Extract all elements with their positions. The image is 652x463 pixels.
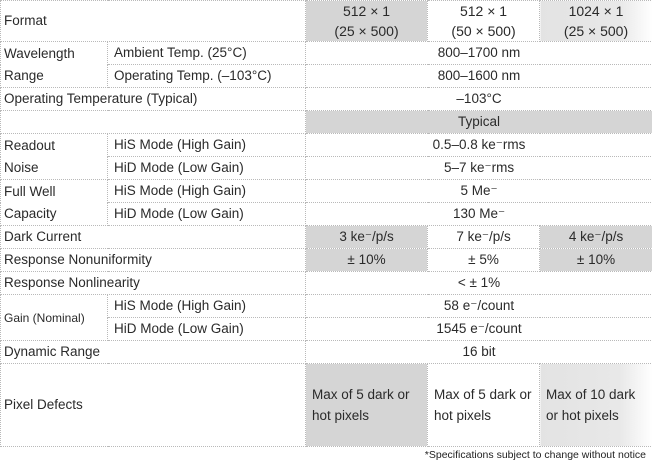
dynamic-range-label: Dynamic Range bbox=[1, 341, 306, 364]
format-col-2-line1: 512 × 1 bbox=[459, 3, 508, 19]
response-nonuniformity-value-2: ± 5% bbox=[428, 249, 540, 272]
readout-noise-label bbox=[1, 134, 108, 180]
dark-current-value-3: 4 ke⁻/p/s bbox=[540, 226, 652, 249]
typical-header-blank bbox=[1, 111, 306, 134]
response-nonlinearity-label: Response Nonlinearity bbox=[1, 272, 306, 295]
wavelength-ambient-row bbox=[1, 42, 652, 65]
format-col-2 bbox=[428, 1, 540, 42]
readout-noise-label-line1: Readout bbox=[4, 137, 56, 153]
dark-current-value-1: 3 ke⁻/p/s bbox=[306, 226, 428, 249]
format-col-1-line1: 512 × 1 bbox=[342, 3, 391, 19]
full-well-his-label: HiS Mode (High Gain) bbox=[108, 180, 306, 203]
gain-hid-value: 1545 e⁻/count bbox=[306, 318, 652, 341]
operating-temp-value: 800–1600 nm bbox=[306, 65, 652, 88]
readout-his-value: 0.5–0.8 ke⁻rms bbox=[306, 134, 652, 157]
operating-temp-label: Operating Temp. (–103°C) bbox=[108, 65, 306, 88]
response-nonuniformity-value-3: ± 10% bbox=[540, 249, 652, 272]
wavelength-label bbox=[1, 42, 108, 88]
ambient-temp-value: 800–1700 nm bbox=[306, 42, 652, 65]
format-row bbox=[1, 1, 652, 42]
full-well-his-row bbox=[1, 180, 652, 203]
dynamic-range-value: 16 bit bbox=[306, 341, 652, 364]
pixel-defects-value-3: Max of 10 dark or hot pixels bbox=[540, 364, 652, 447]
pixel-defects-value-2: Max of 5 dark or hot pixels bbox=[428, 364, 540, 447]
dark-current-row bbox=[1, 226, 652, 249]
dark-current-label: Dark Current bbox=[1, 226, 306, 249]
dynamic-range-row bbox=[1, 341, 652, 364]
format-label: Format bbox=[1, 1, 306, 42]
response-nonlinearity-value: < ± 1% bbox=[306, 272, 652, 295]
gain-hid-label: HiD Mode (Low Gain) bbox=[108, 318, 306, 341]
response-nonuniformity-value-1: ± 10% bbox=[306, 249, 428, 272]
operating-temperature-value: –103°C bbox=[306, 88, 652, 111]
wavelength-label-line2: Range bbox=[4, 67, 44, 83]
full-well-label-line2: Capacity bbox=[4, 205, 57, 221]
response-nonuniformity-row bbox=[1, 249, 652, 272]
typical-header-row bbox=[1, 111, 652, 134]
full-well-hid-label: HiD Mode (Low Gain) bbox=[108, 203, 306, 226]
full-well-label bbox=[1, 180, 108, 226]
response-nonlinearity-row bbox=[1, 272, 652, 295]
format-col-3 bbox=[540, 1, 652, 42]
typical-header: Typical bbox=[306, 111, 652, 134]
readout-his-label: HiS Mode (High Gain) bbox=[108, 134, 306, 157]
format-col-1-line2: (25 × 500) bbox=[334, 23, 399, 39]
gain-his-label: HiS Mode (High Gain) bbox=[108, 295, 306, 318]
footnote: *Specifications subject to change without notice bbox=[424, 449, 646, 461]
wavelength-label-line1: Wavelength bbox=[4, 45, 75, 61]
format-col-2-line2: (50 × 500) bbox=[451, 23, 516, 39]
full-well-label-line1: Full Well bbox=[4, 183, 56, 199]
ambient-temp-label: Ambient Temp. (25°C) bbox=[108, 42, 306, 65]
readout-his-row bbox=[1, 134, 652, 157]
format-col-1 bbox=[306, 1, 428, 42]
operating-temperature-row bbox=[1, 88, 652, 111]
dark-current-value-2: 7 ke⁻/p/s bbox=[428, 226, 540, 249]
gain-his-value: 58 e⁻/count bbox=[306, 295, 652, 318]
full-well-hid-value: 130 Me⁻ bbox=[306, 203, 652, 226]
gain-his-row bbox=[1, 295, 652, 318]
pixel-defects-row bbox=[1, 364, 652, 447]
readout-hid-label: HiD Mode (Low Gain) bbox=[108, 157, 306, 180]
response-nonuniformity-label: Response Nonuniformity bbox=[1, 249, 306, 272]
format-col-3-line2: (25 × 500) bbox=[563, 23, 629, 39]
operating-temperature-label: Operating Temperature (Typical) bbox=[1, 88, 306, 111]
gain-label: Gain (Nominal) bbox=[1, 295, 108, 341]
pixel-defects-value-1: Max of 5 dark or hot pixels bbox=[306, 364, 428, 447]
format-col-3-line1: 1024 × 1 bbox=[568, 3, 624, 19]
pixel-defects-label: Pixel Defects bbox=[1, 364, 306, 447]
readout-hid-value: 5–7 ke⁻rms bbox=[306, 157, 652, 180]
readout-noise-label-line2: Noise bbox=[4, 159, 39, 175]
full-well-his-value: 5 Me⁻ bbox=[306, 180, 652, 203]
